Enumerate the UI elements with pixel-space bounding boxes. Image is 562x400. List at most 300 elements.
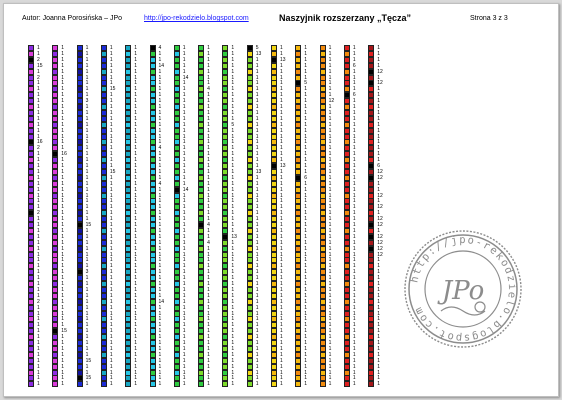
bead-count: 1 — [328, 322, 332, 329]
bead-count: 1 — [280, 216, 283, 223]
bead-count: 1 — [304, 251, 308, 258]
bead-count: 1 — [182, 222, 186, 228]
bead-count: 12 — [377, 245, 383, 252]
bead-count: 1 — [377, 369, 380, 376]
bead-count: 1 — [134, 145, 137, 152]
bead-count: 1 — [37, 363, 40, 370]
bead-count: 1 — [158, 151, 162, 158]
bead-count: 1 — [207, 340, 210, 346]
bead-count: 2 — [37, 74, 40, 81]
bead-count: 1 — [109, 304, 113, 311]
bead-count: 1 — [280, 174, 283, 181]
bead-cell — [125, 381, 131, 387]
bead-count: 1 — [109, 115, 113, 122]
bead-count: 1 — [304, 109, 308, 116]
bead-count: 1 — [255, 328, 259, 335]
bead-count: 1 — [109, 163, 113, 169]
bead-count: 1 — [328, 210, 332, 217]
bead-count: 15 — [85, 357, 92, 364]
bead-count: 1 — [85, 50, 89, 57]
bead-count: 1 — [158, 233, 162, 240]
bead-count: 1 — [352, 286, 356, 293]
bead-count: 1 — [109, 375, 113, 382]
bead-count: 1 — [182, 115, 186, 122]
bead-count: 1 — [328, 227, 332, 234]
bead-count: 1 — [61, 210, 65, 217]
bead-count: 1 — [85, 245, 89, 252]
bead-count: 1 — [280, 310, 283, 317]
bead-count: 1 — [255, 56, 259, 63]
bead-count: 2 — [37, 298, 40, 305]
bead-count: 1 — [85, 104, 89, 110]
bead-count: 1 — [37, 157, 40, 164]
bead-count: 1 — [61, 275, 65, 282]
bead-count: 1 — [61, 334, 65, 341]
bead-count: 1 — [109, 233, 113, 240]
bead-count: 1 — [304, 263, 308, 270]
bead-count: 1 — [134, 216, 137, 223]
bead-count: 1 — [328, 310, 332, 317]
bead-count: 1 — [255, 275, 259, 282]
bead-count: 12 — [377, 192, 383, 199]
bead-count: 1 — [231, 304, 235, 311]
bead-count: 12 — [328, 98, 335, 105]
bead-count: 1 — [255, 163, 259, 169]
bead-count: 1 — [182, 310, 186, 317]
bead-count: 1 — [85, 145, 89, 152]
bead-count: 1 — [377, 322, 380, 329]
bead-count: 1 — [109, 127, 113, 134]
bead-count: 1 — [85, 74, 89, 81]
bead-count: 1 — [352, 263, 356, 270]
bead-count: 1 — [231, 269, 235, 276]
bead-count: 1 — [328, 263, 332, 270]
bead-count: 1 — [207, 157, 210, 164]
bead-count: 1 — [85, 334, 89, 341]
bead-count: 1 — [231, 363, 235, 370]
bead-count: 1 — [158, 351, 162, 358]
bead-count: 1 — [61, 316, 65, 323]
bead-count: 1 — [328, 68, 332, 75]
bead-count: 1 — [85, 92, 89, 99]
bead-count: 1 — [109, 275, 113, 282]
bead-count: 1 — [182, 50, 186, 57]
bead-count: 1 — [255, 74, 259, 81]
bead-count: 1 — [158, 92, 162, 99]
bead-count: 1 — [352, 109, 356, 116]
bead-count: 1 — [158, 86, 162, 93]
bead-count: 1 — [255, 239, 259, 246]
bead-count: 1 — [109, 357, 113, 364]
bead-count: 1 — [182, 334, 186, 341]
bead-count: 1 — [304, 292, 308, 299]
bead-count: 1 — [280, 322, 283, 329]
bead-count: 1 — [134, 257, 137, 264]
bead-count: 1 — [328, 115, 332, 122]
bead-count: 1 — [182, 92, 186, 99]
bead-count: 1 — [109, 151, 113, 158]
bead-count: 1 — [109, 363, 113, 370]
bead-count: 1 — [352, 198, 356, 205]
bead-count: 1 — [85, 310, 89, 317]
bead-count: 1 — [37, 133, 40, 140]
bead-count: 1 — [134, 92, 137, 99]
bead-count: 1 — [377, 45, 380, 51]
bead-count: 1 — [158, 109, 162, 116]
bead-count: 1 — [207, 357, 210, 364]
bead-count: 1 — [352, 357, 356, 364]
bead-cell — [101, 381, 107, 387]
bead-count: 1 — [352, 239, 356, 246]
bead-count: 1 — [134, 340, 137, 346]
bead-count: 1 — [304, 269, 308, 276]
bead-count: 1 — [304, 245, 308, 252]
bead-count: 1 — [231, 286, 235, 293]
bead-count: 1 — [352, 163, 356, 169]
bead-count: 12 — [377, 174, 383, 181]
bead-count: 1 — [231, 351, 235, 358]
bead-count: 1 — [207, 62, 210, 69]
bead-cell — [150, 381, 156, 387]
bead-count: 1 — [158, 281, 162, 287]
stamp-graphic — [401, 227, 525, 351]
bead-count: 1 — [280, 104, 283, 110]
bead-count: 1 — [207, 192, 210, 199]
bead-count: 1 — [134, 192, 137, 199]
bead-count: 1 — [280, 210, 283, 217]
blog-link[interactable]: http://jpo-rekodzielo.blogspot.com — [144, 15, 249, 22]
bead-count: 1 — [61, 245, 65, 252]
bead-count: 1 — [231, 340, 235, 346]
bead-count: 1 — [304, 45, 308, 51]
bead-count: 1 — [352, 275, 356, 282]
bead-count: 1 — [85, 45, 89, 51]
bead-count: 1 — [134, 281, 137, 287]
bead-count: 1 — [207, 68, 210, 75]
bead-count: 1 — [304, 227, 308, 234]
bead-count: 1 — [304, 92, 308, 99]
bead-count: 4 — [158, 180, 162, 187]
bead-count: 1 — [158, 275, 162, 282]
bead-count: 1 — [328, 363, 332, 370]
bead-count: 1 — [328, 375, 332, 382]
bead-count: 1 — [231, 50, 235, 57]
bead-count: 1 — [231, 174, 235, 181]
bead-count: 1 — [255, 233, 259, 240]
bead-count: 1 — [134, 180, 137, 187]
bead-count: 1 — [377, 263, 380, 270]
bead-count: 1 — [231, 204, 235, 211]
bead-count: 1 — [280, 86, 283, 93]
bead-count: 1 — [158, 192, 162, 199]
bead-count: 1 — [109, 80, 113, 87]
bead-count: 1 — [255, 263, 259, 270]
bead-count: 1 — [158, 68, 162, 75]
bead-count: 1 — [304, 286, 308, 293]
bead-count: 2 — [37, 145, 40, 152]
bead-count: 15 — [85, 222, 92, 228]
bead-count: 1 — [352, 381, 356, 388]
bead-count: 1 — [61, 281, 65, 287]
bead-count: 1 — [37, 251, 40, 258]
bead-count: 1 — [37, 192, 40, 199]
bead-count: 1 — [109, 56, 113, 63]
bead-count: 1 — [377, 357, 380, 364]
bead-count: 1 — [134, 109, 137, 116]
bead-count: 1 — [231, 86, 235, 93]
bead-count: 1 — [255, 68, 259, 75]
bead-count: 1 — [109, 369, 113, 376]
bead-count: 1 — [352, 222, 356, 228]
bead-count: 1 — [85, 369, 89, 376]
bead-count: 1 — [255, 251, 259, 258]
bead-count: 4 — [207, 239, 210, 246]
bead-count: 1 — [377, 104, 380, 110]
bead-count: 1 — [61, 340, 65, 346]
bead-count: 1 — [85, 281, 89, 287]
bead-count: 1 — [255, 292, 259, 299]
bead-count: 15 — [109, 86, 116, 93]
bead-count: 1 — [231, 227, 235, 234]
bead-count: 1 — [328, 157, 332, 164]
bead-count: 1 — [280, 316, 283, 323]
bead-count: 1 — [328, 304, 332, 311]
bead-count: 1 — [85, 275, 89, 282]
bead-count: 1 — [182, 269, 186, 276]
bead-count: 1 — [37, 357, 40, 364]
bead-count: 1 — [231, 251, 235, 258]
bead-count: 1 — [37, 233, 40, 240]
bead-count: 1 — [231, 127, 235, 134]
bead-count: 1 — [182, 62, 186, 69]
bead-count: 1 — [304, 222, 308, 228]
bead-count: 6 — [352, 62, 356, 69]
bead-count: 1 — [328, 340, 332, 346]
bead-count: 1 — [85, 157, 89, 164]
bead-count: 1 — [231, 109, 235, 116]
bead-count: 1 — [85, 210, 89, 217]
bead-count: 1 — [280, 298, 283, 305]
bead-count: 1 — [182, 157, 186, 164]
bead-count: 1 — [231, 163, 235, 169]
bead-count: 1 — [328, 56, 332, 63]
bead-count: 1 — [109, 345, 113, 352]
bead-count: 1 — [255, 334, 259, 341]
bead-count: 1 — [158, 363, 162, 370]
bead-count: 1 — [231, 316, 235, 323]
bead-count: 1 — [352, 375, 356, 382]
bead-count: 1 — [280, 168, 283, 175]
bead-count: 1 — [109, 98, 113, 105]
bead-count: 1 — [231, 328, 235, 335]
bead-count: 1 — [255, 304, 259, 311]
bead-count: 1 — [255, 133, 259, 140]
bead-count: 1 — [109, 328, 113, 335]
bead-count: 1 — [182, 104, 186, 110]
bead-count: 1 — [207, 74, 210, 81]
bead-count: 1 — [158, 98, 162, 105]
bead-count: 1 — [158, 257, 162, 264]
bead-count: 1 — [352, 322, 356, 329]
bead-count: 1 — [377, 121, 380, 128]
bead-count: 1 — [207, 375, 210, 382]
bead-count: 1 — [37, 180, 40, 187]
bead-count: 1 — [37, 198, 40, 205]
bead-count: 1 — [85, 340, 89, 346]
bead-count: 1 — [377, 310, 380, 317]
bead-count: 1 — [134, 121, 137, 128]
bead-count: 1 — [352, 45, 356, 51]
bead-count: 1 — [207, 45, 210, 51]
bead-count: 1 — [377, 50, 380, 57]
bead-count: 1 — [61, 62, 65, 69]
bead-count: 1 — [304, 133, 308, 140]
bead-count: 1 — [304, 74, 308, 81]
bead-count: 1 — [304, 233, 308, 240]
bead-count: 1 — [280, 74, 283, 81]
bead-count: 1 — [231, 298, 235, 305]
bead-count: 1 — [134, 222, 137, 228]
bead-count: 1 — [231, 133, 235, 140]
bead-count: 1 — [280, 139, 283, 146]
bead-count: 1 — [328, 192, 332, 199]
bead-count: 1 — [109, 351, 113, 358]
bead-count: 1 — [231, 245, 235, 252]
bead-count: 1 — [377, 133, 380, 140]
bead-count: 1 — [352, 74, 356, 81]
bead-count: 12 — [377, 233, 383, 240]
bead-count: 1 — [280, 304, 283, 311]
bead-count: 1 — [61, 168, 65, 175]
bead-count: 1 — [85, 328, 89, 335]
bead-count: 1 — [85, 381, 89, 388]
bead-count: 1 — [207, 163, 210, 169]
bead-count: 1 — [109, 104, 113, 110]
bead-count: 1 — [280, 281, 283, 287]
watermark-stamp — [401, 227, 525, 351]
bead-count: 1 — [37, 127, 40, 134]
bead-count: 1 — [377, 227, 380, 234]
bead-count: 1 — [182, 180, 186, 187]
bead-count: 1 — [37, 186, 40, 193]
bead-count: 1 — [109, 109, 113, 116]
bead-count: 1 — [255, 340, 259, 346]
bead-count: 1 — [377, 92, 380, 99]
bead-count: 1 — [134, 168, 137, 175]
bead-count: 1 — [304, 98, 308, 105]
bead-count: 1 — [182, 257, 186, 264]
bead-count: 1 — [304, 369, 308, 376]
bead-count: 1 — [231, 322, 235, 329]
bead-count: 1 — [352, 180, 356, 187]
bead-count: 1 — [328, 216, 332, 223]
bead-count: 1 — [134, 98, 137, 105]
bead-cell — [52, 381, 58, 387]
bead-count: 1 — [182, 340, 186, 346]
bead-count: 1 — [85, 233, 89, 240]
bead-count: 1 — [158, 127, 162, 134]
bead-count: 1 — [231, 369, 235, 376]
bead-count: 1 — [304, 127, 308, 134]
bead-count: 1 — [134, 204, 137, 211]
bead-count: 12 — [377, 222, 383, 228]
bead-count: 1 — [182, 251, 186, 258]
bead-count: 1 — [352, 328, 356, 335]
bead-count: 1 — [231, 239, 235, 246]
bead-count: 1 — [280, 245, 283, 252]
bead-count: 1 — [328, 145, 332, 152]
bead-count: 1 — [255, 151, 259, 158]
bead-count: 1 — [109, 245, 113, 252]
bead-count: 1 — [207, 186, 210, 193]
bead-count: 1 — [37, 68, 40, 75]
bead-count: 1 — [207, 257, 210, 264]
bead-count: 1 — [109, 180, 113, 187]
bead-count: 1 — [134, 269, 137, 276]
bead-count: 1 — [328, 275, 332, 282]
bead-count: 1 — [61, 50, 65, 57]
bead-count: 1 — [134, 139, 137, 146]
bead-count: 1 — [134, 115, 137, 122]
bead-count: 1 — [280, 233, 283, 240]
bead-count: 1 — [207, 316, 210, 323]
bead-count: 1 — [158, 139, 162, 146]
bead-count: 1 — [280, 363, 283, 370]
bead-count: 1 — [328, 50, 332, 57]
bead-count: 1 — [280, 286, 283, 293]
bead-count: 1 — [328, 298, 332, 305]
bead-count: 1 — [328, 204, 332, 211]
bead-count: 1 — [207, 328, 210, 335]
bead-count: 1 — [85, 62, 89, 69]
bead-count: 1 — [109, 286, 113, 293]
bead-count: 1 — [328, 80, 332, 87]
bead-count: 1 — [280, 263, 283, 270]
bead-count: 3 — [85, 98, 89, 105]
bead-count: 2 — [37, 56, 40, 63]
bead-count: 1 — [328, 168, 332, 175]
bead-count: 1 — [182, 381, 186, 388]
bead-count: 1 — [255, 80, 259, 87]
bead-count: 4 — [158, 145, 162, 152]
bead-count: 1 — [158, 74, 162, 81]
bead-count: 1 — [328, 269, 332, 276]
bead-count: 1 — [182, 198, 186, 205]
bead-count: 1 — [377, 180, 380, 187]
bead-count: 1 — [280, 381, 283, 388]
bead-count: 1 — [304, 375, 308, 382]
bead-count: 1 — [207, 281, 210, 287]
bead-count: 1 — [231, 357, 235, 364]
bead-count: 1 — [134, 263, 137, 270]
bead-count: 13 — [280, 163, 286, 169]
bead-count: 1 — [158, 345, 162, 352]
bead-count: 1 — [231, 68, 235, 75]
bead-count: 1 — [61, 357, 65, 364]
bead-count: 1 — [37, 263, 40, 270]
bead-count: 1 — [85, 351, 89, 358]
bead-count: 1 — [109, 45, 113, 51]
bead-count: 1 — [61, 68, 65, 75]
bead-count: 1 — [255, 98, 259, 105]
bead-count: 1 — [85, 115, 89, 122]
watermark-url: http://jpo-rekodzielo.blogspot.com — [408, 233, 519, 345]
bead-count: 1 — [255, 381, 259, 388]
bead-cell — [28, 381, 34, 387]
bead-count: 1 — [182, 168, 186, 175]
bead-count: 1 — [304, 192, 308, 199]
bead-count: 1 — [182, 375, 186, 382]
